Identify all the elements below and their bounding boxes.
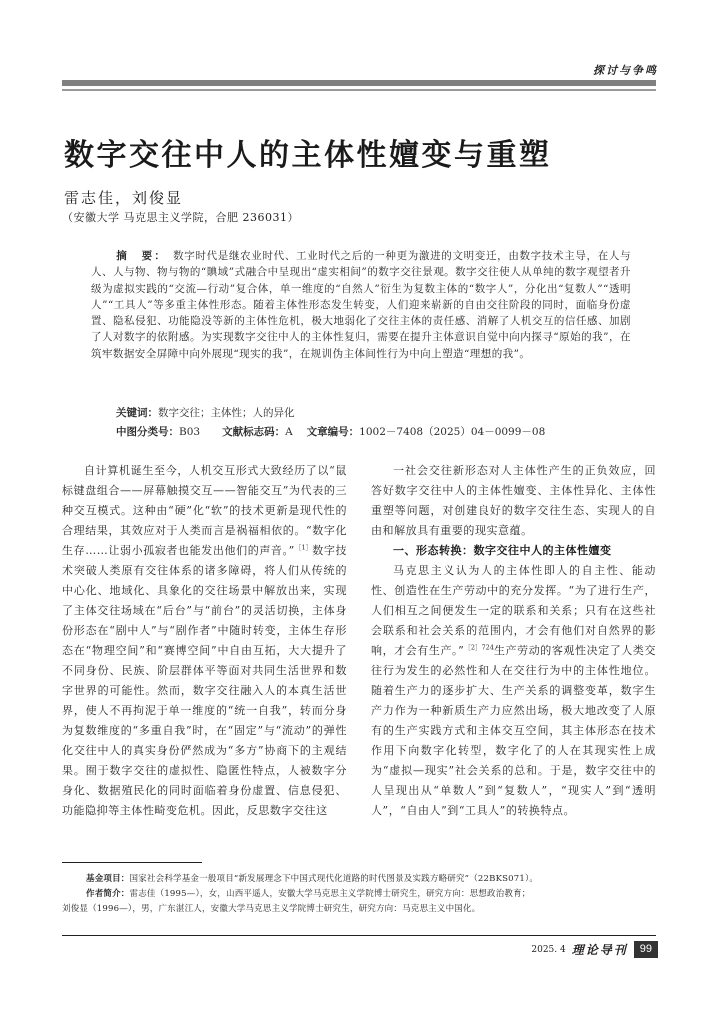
keywords-label: 关键词： (116, 407, 158, 419)
header-rule (62, 80, 656, 86)
author-note (62, 887, 662, 902)
abstract-label: 摘 要： (116, 250, 168, 262)
body-text: 数字技术突破人类原有交往体系的诸多障碍，将人们从传统的中心化、地域化、具象化的交往场景中解放出来，实现了主体交往场域在“后台”与“前台”的灵活切换，主体身份形态在“剧中人”与“剧作者”中随时转变，主体生存形态在“物理空间”和“赛博空间”中自由互拓，大大提升了不同身份、民族、阶层群体平等面对共同生活世界和数字世界的可能性。然而，数字交往融入人的本真生活世界，使人不再拘泥于单一维度的“统一自我”，转而分身为复数维度的“多重自我”时，在“固定”与“流动”的弹性化交往中人的真实身份俨然成为“多方”协商下的主观结果。囿于数字交往的虚拟性、隐匿性特点，人被数字分身化、数据殖民化的同时面临着身份虚置、信息侵犯、功能隐抑等主体性畸变危机。因此，反思数字交往这 (62, 544, 347, 817)
body-text: 马克思主义认为人的主体性即人的自主性、能动性、创造性在生产劳动中的充分发挥。“为了进行生产，人们相互之间便发生一定的联系和关系；只有在这些社会联系和社会关系的范围内，才会有他们对自然界的影响，才会有生产。” (371, 564, 656, 657)
issue-date: 2025. 4 (531, 944, 566, 955)
author-note-continued: 刘俊显（1996—），男，广东湛江人，安徽大学马克思主义学院博士研究生，研究方向：马克思主义中国化。 (62, 904, 481, 914)
abstract-text: 数字时代是继农业时代、工业时代之后的一种更为激进的文明变迁，由数字技术主导，在人与人、人与物、物与物的“賟域”式融合中呈现出“虚实相间”的数字交往景观。数字交往使人从单纯的数字观望者升级为虚拟实践的“交流—行动”复合体，单一维度的“自然人”衍生为复数主体的“数字人”，分化出“复数人”“透明人”“工具人”等多重主体性形态。随着主体性形态发生转变，人们迎来崭新的自由交往阶段的同时，面临身份虚置、隐私侵犯、功能隐没等新的主体性危机，极大地弱化了交往主体的责任感、消解了人机交互的信任感、加剧了人对数字的依附感。为实现数字交往中人的主体性复归，需要在提升主体意识自觉中向内探寻“原始的我”，在筑牢数据安全屏障中向外展现“现实的我”，在规训伪主体间性行为中向上塑造“理想的我”。 (91, 250, 632, 360)
section-heading: 一、形态转换：数字交往中人的主体性嬗变 (393, 544, 612, 557)
body-column-left (62, 461, 347, 821)
footnotes (62, 872, 662, 917)
keywords-line (116, 405, 295, 420)
article-authors: 雷志佳，刘俊显 (64, 189, 184, 207)
doc-code-label: 文献标志码： (222, 426, 286, 438)
page-number: 99 (634, 941, 658, 958)
doc-code-value: A (285, 426, 293, 438)
journal-name: 理论导刊 (571, 943, 628, 957)
section-label: 探讨与争鸣 (593, 64, 658, 77)
author-info-label: 作者简介： (86, 889, 130, 899)
body-column-right (371, 461, 656, 821)
clc-value: B03 (179, 426, 201, 438)
author-info-text: 雷志佳（1995—），女，山西平遥人，安徽大学马克思主义学院博士研究生，研究方向：思想政治教育； (129, 889, 531, 899)
body-paragraph (371, 561, 656, 821)
abstract-paragraph (91, 248, 631, 362)
footer-rule (62, 935, 656, 936)
article-number-label: 文章编号： (306, 426, 360, 438)
article-number-value: 1002－7408（2025）04－0099－08 (359, 426, 546, 438)
classification-line (116, 424, 545, 439)
header-rule-thin (62, 89, 656, 91)
citation-ref: ［1］ (294, 543, 313, 552)
fund-label: 基金项目： (86, 874, 130, 884)
footnote-rule (62, 862, 202, 863)
body-text: 自计算机诞生至今，人机交互形式大致经历了以“鼠标键盘组合——屏幕触摸交互——智能交互”为代表的三种交互模式。这种由“硬”化“软”的技术更新是现代性的合理结果，其效应对于人类而言是祸福相依的。“数字化生存……让弱小孤寂者也能发出他们的声音。” (62, 464, 347, 557)
body-text: 生产劳动的客观性决定了人类交往行为发生的必然性和人在交往行为中的主体性地位。随着生产力的逐步扩大、生产关系的调整变革，数字生产力作为一种新质生产力应然出场，极大地改变了人原有的生产实践方式和主体交互空间，其主体形态在技术作用下向数字化转型，数字化了的人在其现实性上成为“虚拟—现实”社会关系的总和。于是，数字交往中的人呈现出从“单数人”到“复数人”，“现实人”到“透明人”，“自由人”到“工具人”的转换特点。 (371, 644, 656, 817)
body-paragraph: 一社会交往新形态对人主体性产生的正负效应，回答好数字交往中人的主体性嬗变、主体性异化、主体性重塑等问题，对创建良好的数字交往生态、实现人的自由和解放具有重要的现实意蕴。 (371, 464, 656, 537)
fund-note (62, 872, 662, 887)
page-footer (531, 941, 658, 958)
abstract (91, 248, 631, 362)
citation-ref: ［2］724 (464, 643, 494, 652)
keywords-value: 数字交往；主体性；人的异化 (158, 407, 295, 419)
author-affiliation: （安徽大学 马克思主义学院，合肥 236031） (62, 211, 299, 224)
article-title: 数字交往中人的主体性嬗变与重塑 (64, 138, 552, 173)
clc-label: 中图分类号： (116, 426, 179, 438)
fund-text: 国家社会科学基金一般项目“新发展理念下中国式现代化道路的时代图景及实践方略研究”（22BKS071）。 (129, 874, 539, 884)
body-paragraph (62, 461, 347, 821)
